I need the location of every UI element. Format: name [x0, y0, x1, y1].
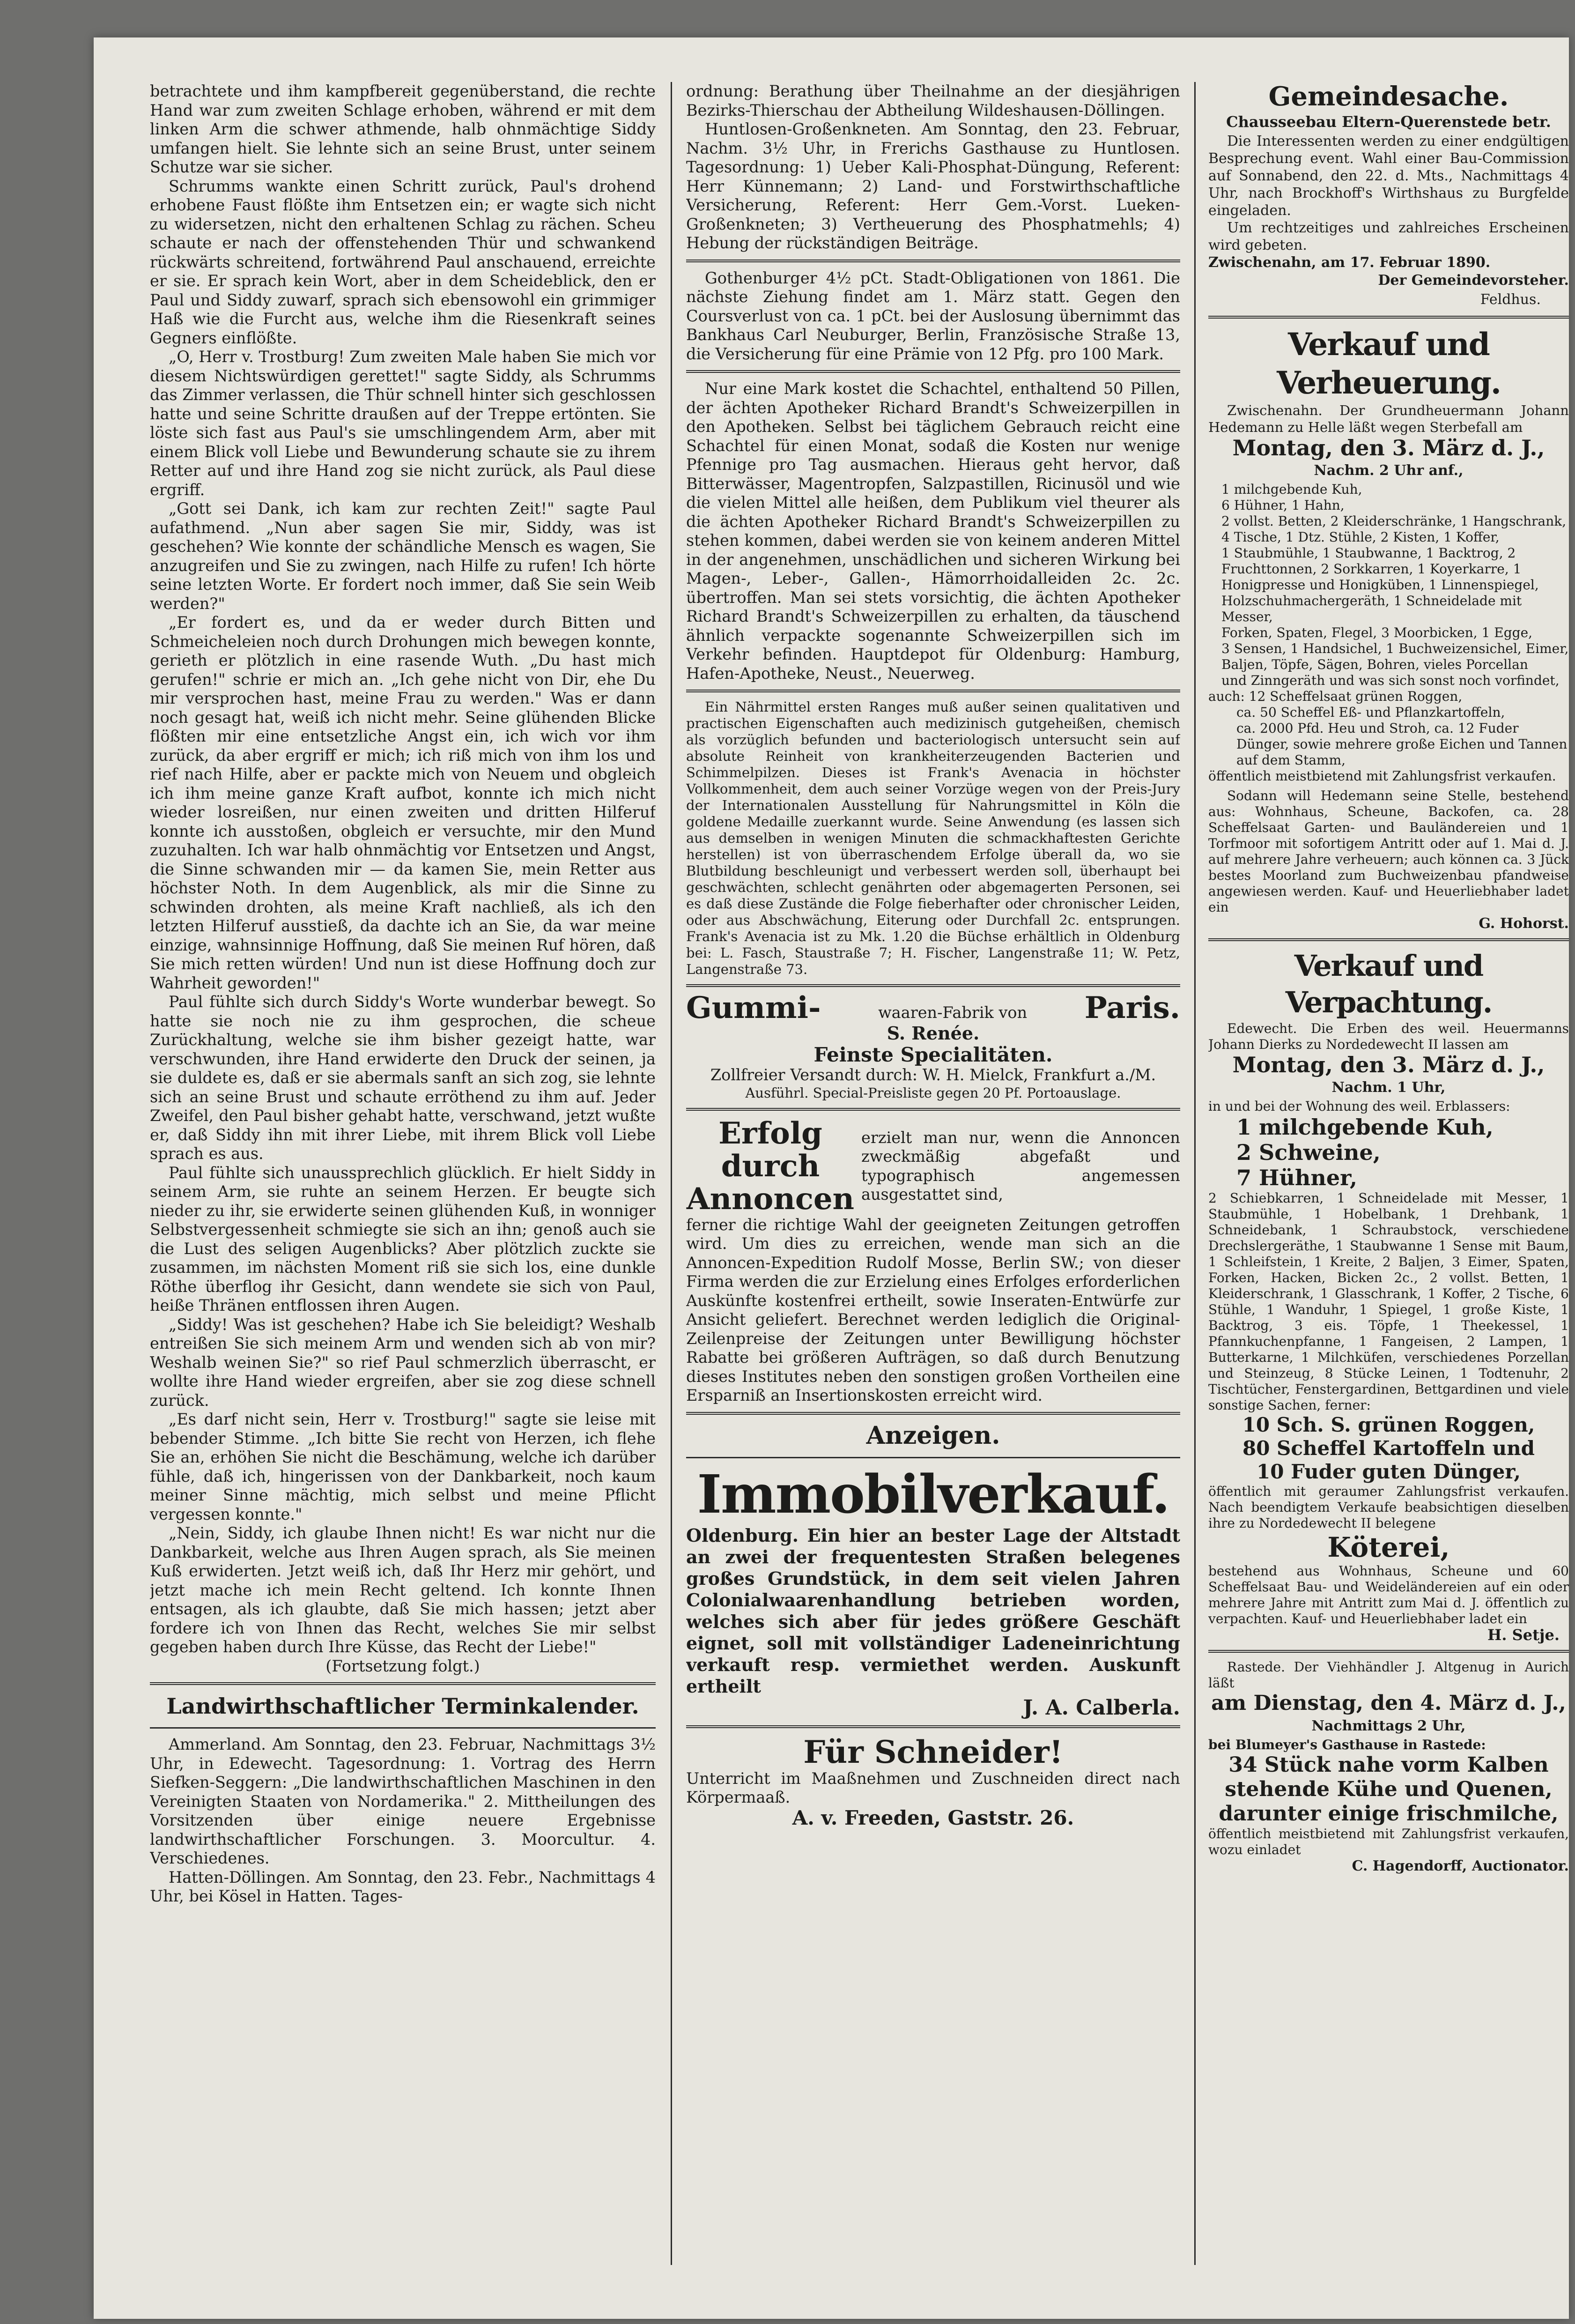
divider: [686, 1725, 1180, 1728]
calendar-entry: Ammerland. Am Sonntag, den 23. Februar, Nachmittags 3½ Uhr, in Edewecht. Tagesordnung: 1. Vortrag des Herrn Siefken-Seggern: „Die landwirthschaftlichen Maschinen in den Vereinigten Staaten von Nordamerika." 2. Mittheilungen des Vorsitzenden über einige neuere Ergebnisse landwirthschaftlicher Forschungen. 3. Moorcultur. 4. Verschiedenes.: [150, 1735, 656, 1867]
rastede-date: am Dienstag, den 4. März d. J.,: [1211, 1691, 1566, 1715]
verheuerung-stelle: Sodann will Hedemann seine Stelle, bestehend aus: Wohnhaus, Scheune, Backofen, ca. 28 Scheffelsaat Garten- und Bauländereien und 1 Torfmoor mit sofortigem Antritt oder auf 1. Mai d. J. auf mehrere Jahre verheuern; auch können ca. 3 Jück bestes Moorland zum Buchweizenbau pfandweise angewiesen werden. Kauf- und Heuerliebhaber ladet ein: [1208, 788, 1569, 915]
verheuerung-intro: Zwischenahn. Der Grundheuermann Johann Hedemann zu Helle läßt wegen Sterbefall am: [1208, 402, 1569, 435]
column-1: [150, 82, 656, 2270]
gemeindesache-subject: Chausseebau Eltern-Querenstede betr.: [1226, 113, 1551, 131]
rastede-location: bei Blumeyer's Gasthause in Rastede:: [1208, 1737, 1486, 1752]
verheuerung-list: [1208, 482, 1569, 689]
list-item: Baljen, Töpfe, Sägen, Bohren, vieles Porcellan: [1221, 657, 1528, 672]
gummi-specialities: Feinste Specialitäten.: [813, 1043, 1053, 1066]
story-paragraph: Paul fühlte sich durch Siddy's Worte wunderbar bewegt. So hatte sie noch nie zu ihm gesprochen, die scheue Zurückhaltung, welche sie ihm bisher gezeigt hatte, war verschwunden, ihre Hand erwiderte den Druck der seinen, ja sie duldete es, daß er sie abermals sanft an sich zog, sie lehnte sich an seine Brust und schaute erröthend zu ihm auf. Jeder Zweifel, den Paul bisher gehabt hatte, verschwand, jetzt wußte er, daß Siddy ihn mit ihrer Liebe, mit ihrem Blick voll Liebe sprach es aus.: [150, 993, 656, 1163]
calendar-entry-continued: ordnung: Berathung über Theilnahme an der diesjährigen Bezirks-Thierschau der Abtheilung Wildeshausen-Döllingen.: [686, 82, 1180, 119]
erfolg-intro: erzielt man nur, wenn die Annoncen zweckmäßig abgefaßt und typographisch angemessen ausgestattet sind,: [861, 1128, 1180, 1203]
gummi-firm: S. Renée.: [887, 1023, 980, 1044]
divider: [686, 1108, 1180, 1111]
rastede-time: Nachmittags 2 Uhr,: [1311, 1718, 1466, 1734]
gummi-dispatch: Zollfreier Versandt durch: W. H. Mielck, Frankfurt a./M.: [710, 1066, 1156, 1084]
divider: [686, 1457, 1180, 1458]
list-item: 1 Staubmühle, 1 Staubwanne, 1 Backtrog, 2: [1221, 545, 1516, 561]
verheuerung-time: Nachm. 2 Uhr anf.,: [1314, 462, 1464, 479]
list-item: Forken, Spaten, Flegel, 3 Moorbicken, 1 Egge,: [1221, 625, 1533, 640]
rastede-intro: Rastede. Der Viehhändler J. Altgenug in Aurich läßt: [1208, 1659, 1569, 1691]
verpachtung-koeterei: Köterei,: [1327, 1531, 1450, 1563]
gothenburg-notice: Gothenburger 4½ pCt. Stadt-Obligationen von 1861. Die nächste Ziehung findet am 1. März statt. Gegen den Coursverlust von ca. 1 pCt. bei der Auslosung übernimmt das Bankhaus Carl Neuburger, Berlin, Französische Straße 13, die Versicherung für eine Prämie von 12 Pfg. pro 100 Mark.: [686, 268, 1180, 363]
story-paragraph: „Gott sei Dank, ich kam zur rechten Zeit!" sagte Paul aufathmend. „Nun aber sagen Sie mir, Siddy, was ist geschehen? Wie konnte der schändliche Mensch es wagen, Sie anzugreifen und Sie zu zwingen, nach Hilfe zu rufen! Ich hörte seine letzten Worte. Er fordert noch immer, daß Sie sein Weib werden?": [150, 499, 656, 613]
calendar-title: Landwirthschaftlicher Terminkalender.: [166, 1693, 639, 1719]
verheuerung-also: auch: 12 Scheffelsaat grünen Roggen,: [1208, 689, 1463, 704]
list-item: ca. 50 Scheffel Eß- und Pflanzkartoffeln,: [1236, 705, 1505, 720]
column-2: [686, 82, 1180, 2270]
verpachtung-item-rye: 10 Sch. S. grünen Roggen,: [1242, 1413, 1535, 1436]
verheuerung-signature: G. Hohorst.: [1479, 915, 1569, 932]
list-item: Dünger, sowie mehrere große Eichen und Tannen: [1236, 736, 1568, 752]
gemeindesache-date: Zwischenahn, am 17. Februar 1890.: [1208, 254, 1491, 271]
list-item: 4 Tische, 1 Dtz. Stühle, 2 Kisten, 1 Koffer,: [1221, 529, 1500, 545]
story-paragraph: „Er fordert es, und da er weder durch Bitten und Schmeicheleien noch durch Drohungen mich bewegen konnte, gerieth er plötzlich in eine rasende Wuth. „Du hast mich gerufen!" schrie er mich an. „Ich gehe nicht von Dir, ehe Du mir versprochen hast, meine Frau zu werden." Was er dann noch gesagt hat, weiß ich nicht mehr. Seine glühenden Blicke flößten mir eine entsetzliche Angst ein, ich wich vor ihm zurück, da aber ergriff er mich; ich riß mich von ihm los und rief nach Hilfe, aber er packte mich von Neuem und obgleich ich ihm meine ganze Kraft aufbot, konnte ich mich nicht wieder losreißen, nur einen zweiten und dritten Hilferuf konnte ich ausstoßen, obgleich er versuchte, mir den Mund zuzuhalten. Ich war halb ohnmächtig vor Entsetzen und Angst, die Sinne schwanden mir — da kamen Sie, mein Retter aus höchster Noth. In dem Augenblick, als mir die Sinne zu schwinden drohten, als meine Kraft nachließ, als ich den letzten Hilferuf ausstieß, da dachte ich an Sie, da war meine einzige, wahnsinnige Hoffnung, daß Sie meinen Ruf hören, daß Sie mich retten würden! Und nun ist diese Hoffnung doch zur Wahrheit geworden!": [150, 613, 656, 992]
immobilverkauf-text: Oldenburg. Ein hier an bester Lage der Altstadt an zwei der frequentesten Straßen belegenes großes Grundstück, in dem seit vielen Jahren Colonialwaarenhandlung betrieben worden, welches sich aber für jedes größere Geschäft eignet, soll mit vollständiger Ladeneinrichtung verkauft resp. vermiethet werden. Auskunft ertheilt: [686, 1524, 1180, 1697]
list-item: Honigpresse und Honigküben, 1 Linnenspiegel,: [1221, 577, 1539, 593]
verpachtung-item-manure: 10 Fuder guten Dünger,: [1257, 1460, 1521, 1483]
verheuerung-heading: Verkauf und Verheuerung.: [1277, 326, 1501, 401]
verpachtung-time: Nachm. 1 Uhr,: [1331, 1079, 1446, 1096]
verpachtung-item-potatoes: 80 Scheffel Kartoffeln und: [1242, 1437, 1535, 1460]
gemeindesache-text: Um rechtzeitiges und zahlreiches Erscheinen wird gebeten.: [1208, 220, 1569, 253]
verpachtung-item-pigs: 2 Schweine,: [1236, 1140, 1381, 1165]
verpachtung-koeterei-text: bestehend aus Wohnhaus, Scheune und 60 Scheffelsaat Bau- und Weideländereien auf ein oder mehrere Jahre mit Antritt zum Mai d. J. öffentlich zu verpachten. Kauf- und Heuerliebhaber ladet ein: [1208, 1563, 1569, 1626]
anzeigen-heading: Anzeigen.: [866, 1421, 1000, 1450]
story-paragraph: „Nein, Siddy, ich glaube Ihnen nicht! Es war nicht nur die Dankbarkeit, welche aus Ihren Augen sprach, als Sie meinen Kuß erwiderten. Jetzt weiß ich, daß Ihr Herz mir gehört, und jetzt mache ich mein Recht geltend. Ich konnte Ihnen entsagen, als ich glaubte, daß Sie mich hassen; jetzt aber fordere ich von Ihnen das Recht, welches Sie mir selbst gegeben haben durch Ihre Küsse, das Recht der Liebe!": [150, 1524, 656, 1656]
gemeindesache-name: Feldhus.: [1480, 291, 1541, 308]
list-item: Holzschuhmachergeräth, 1 Schneidelade mit Messer,: [1221, 593, 1522, 624]
divider: [686, 370, 1180, 373]
verheuerung-terms: öffentlich meistbietend mit Zahlungsfrist verkaufen.: [1208, 768, 1556, 784]
story-paragraph: Schrumms wankte einen Schritt zurück, Paul's drohend erhobene Faust flößte ihm Entsetzen ein; er wagte sich nicht zu widersetzen, nicht den erhaltenen Schlag zu rächen. Scheu schaute er nach der offenstehenden Thür und schwankend rückwärts schreitend, fortwährend Paul anschauend, erreichte er sie. Er sprach kein Wort, aber in dem Scheideblick, den er Paul und Siddy zuwarf, sprach sich ebensowohl ein grimmiger Haß wie die Furcht aus, welche ihm die Riesenkraft seines Gegners einflößte.: [150, 177, 656, 347]
verpachtung-heading: Verkauf und Verpachtung.: [1285, 949, 1492, 1019]
schneider-signature: A. v. Freeden, Gaststr. 26.: [792, 1806, 1074, 1829]
story-paragraph: „O, Herr v. Trostburg! Zum zweiten Male haben Sie mich vor diesem Nichtswürdigen gerettet!" sagte Siddy, als Schrumms das Zimmer verlassen, die Thür schnell hinter sich geschlossen hatte und seine Schritte draußen auf der Treppe ertönten. Sie löste sich fast aus Paul's sie umschlingendem Arm, aber mit einem Blick voll Liebe und Bewunderung schaute sie zu ihrem Retter auf und ihre Hand zog sie nicht zurück, als Paul diese ergriff.: [150, 348, 656, 499]
divider: [150, 1727, 656, 1729]
schneider-ad: [686, 1735, 1180, 1829]
divider: [686, 984, 1180, 987]
avenacia-ad: Ein Nährmittel ersten Ranges muß außer seinen qualitativen und practischen Eigenschaften auch medizinisch gutgeheißen, chemisch als vorzüglich befunden und bacteriologisch untersucht sein auf absolute Reinheit von krankheiterzeugenden Bacterien und Schimmelpilzen. Dieses ist Frank's Avenacia in höchster Vollkommenheit, dem auch seiner Vorzüge wegen von der Preis-Jury der Internationalen Ausstellung für Nahrungsmittel in Köln die goldene Medaille zuerkannt wurde. Seine Anwendung (es lassen sich aus demselben in wenigen Minuten die schmackhaftesten Gerichte herstellen) ist von überraschendem Erfolge überall da, wo sie Blutbildung beschleunigt und verbessert werden soll, überhaupt bei geschwächten, schlecht genährten oder abgemagerten Personen, sei es daß diese Zustände die Folge fieberhafter oder chronischer Leiden, oder aus Abschwächung, Eiterung oder Durchfall 2c. entsprungen. Frank's Avenacia ist zu Mk. 1.20 die Büchse erhältlich in Oldenburg bei: L. Fasch, Staustraße 7; H. Fischer, Langenstraße 11; W. Petz, Langenstraße 73.: [686, 699, 1180, 977]
verpachtung-date: Montag, den 3. März d. J.,: [1232, 1052, 1545, 1077]
rastede-ad: [1208, 1659, 1569, 1874]
verheuerung-ad: [1208, 325, 1569, 932]
story-paragraph: Paul fühlte sich unaussprechlich glücklich. Er hielt Siddy in seinem Arm, sie ruhte an seinem Herzen. Er beugte sich nieder zu ihr, sie erwiderte seinen glühenden Kuß, in wonniger Selbstvergessenheit schmiegte sie sich an ihn; genoß auch sie die Lust des seligen Augenblicks? Aber plötzlich zuckte sie zusammen, im nächsten Moment riß sie sich los, eine dunkle Röthe überflog ihr Gesicht, dann wendete sie sich von Paul, heiße Thränen entflossen ihren Augen.: [150, 1163, 656, 1314]
verpachtung-signature: H. Setje.: [1487, 1626, 1560, 1644]
list-item: 6 Hühner, 1 Hahn,: [1221, 497, 1345, 513]
calendar-entry: Hatten-Döllingen. Am Sonntag, den 23. Febr., Nachmittags 4 Uhr, bei Kösel in Hatten. Tages-: [150, 1868, 656, 1905]
list-item: auf dem Stamm,: [1236, 752, 1346, 768]
rastede-signature: C. Hagendorff, Auctionator.: [1352, 1858, 1569, 1874]
mosse-ad: [686, 1117, 1180, 1405]
list-item: Fruchttonnen, 2 Sorkkarren, 1 Koyerkarre, 1: [1221, 561, 1522, 577]
divider: [150, 1682, 656, 1685]
list-item: ca. 2000 Pfd. Heu und Stroh, ca. 12 Fuder: [1236, 720, 1519, 736]
verpachtung-ad: [1208, 948, 1569, 1643]
gemeindesache-notice: [1208, 82, 1569, 309]
calendar-entry: Huntlosen-Großenkneten. Am Sonntag, den 23. Februar, Nachm. 3½ Uhr, in Frerichs Gasthause zu Huntlosen. Tagesordnung: 1) Ueber Kali-Phosphat-Düngung, Referent: Herr Künnemann; 2) Land- und Forstwirthschaftliche Versicherung, Referent: Herr Gem.-Vorst. Lueken-Großenkneten; 3) Vertheuerung des Phosphatmehls; 4) Hebung der rückständigen Beiträge.: [686, 120, 1180, 252]
gemeindesache-text: Die Interessenten werden zu einer endgültigen Besprechung event. Wahl einer Bau-Commission auf Sonnabend, den 22. d. Mts., Nachmittags 4 Uhr, nach Brockhoff's Wirthshaus zu Burgfelde eingeladen.: [1208, 133, 1569, 219]
divider: [686, 1412, 1180, 1415]
newspaper-page: [94, 37, 1569, 2319]
list-item: und Zinngeräth und was sich sonst noch vorfindet,: [1221, 673, 1560, 688]
gemeindesache-heading: Gemeindesache.: [1268, 82, 1509, 112]
divider: [1208, 316, 1569, 319]
erfolg-body: ferner die richtige Wahl der geeigneten Zeitungen getroffen wird. Um dies zu erreichen, wende man sich an die Annoncen-Expedition Rudolf Mosse, Berlin SW.; von dieser Firma werden die zur Erzielung eines Erfolges erforderlichen Auskünfte kostenfrei ertheilt, sowie Inseraten-Entwürfe zur Ansicht geliefert. Berechnet werden lediglich die Original-Zeilenpreise der Zeitungen unter Bewilligung höchster Rabatte bei größeren Aufträgen, so daß durch Benutzung dieses Institutes neben den sonstigen großen Vortheilen eine Ersparniß an Insertionskosten erreicht wird.: [686, 1215, 1180, 1404]
column-rule: [671, 82, 672, 2265]
list-item: 2 vollst. Betten, 2 Kleiderschränke, 1 Hangschrank,: [1221, 513, 1567, 529]
verpachtung-item-cow: 1 milchgebende Kuh,: [1236, 1114, 1494, 1140]
column-3: [1208, 82, 1569, 2270]
list-item: 1 milchgebende Kuh,: [1221, 482, 1362, 497]
divider: [686, 690, 1180, 692]
gummi-ad: [686, 990, 1180, 1101]
rastede-terms: öffentlich meistbietend mit Zahlungsfrist verkaufen, wozu einladet: [1208, 1826, 1569, 1857]
story-paragraph: betrachtete und ihm kampfbereit gegenüberstand, die rechte Hand war zum zweiten Schlage erhoben, während er mit dem linken Arm die schwer athmende, halb ohnmächtige Siddy umfangen hielt. Sie lehnte sich an seine Brust, unter seinem Schutze war sie sicher.: [150, 82, 656, 176]
story-paragraph: „Siddy! Was ist geschehen? Habe ich Sie beleidigt? Weshalb entreißen Sie sich meinem Arm und wenden sich ab von mir? Weshalb weinen Sie?" so rief Paul schmerzlich überrascht, er wollte ihre Hand wieder ergreifen, aber sie zog diese schnell zurück.: [150, 1315, 656, 1410]
schweizerpillen-ad: Nur eine Mark kostet die Schachtel, enthaltend 50 Pillen, der ächten Apotheker Richard Brandt's Schweizerpillen in den Apotheken. Selbst bei täglichem Gebrauch reicht eine Schachtel für einen Monat, sodaß die Kosten nur wenige Pfennige pro Tag ausmachen. Hieraus geht hervor, daß Bitterwässer, Magentropfen, Salzpastillen, Ricinusöl und wie die vielen Mittel alle heißen, dem Publikum viel theurer als die ächten Apotheker Richard Brandt's Schweizerpillen zu stehen kommen, dabei werden sie von keinem anderen Mittel in der angenehmen, unschädlichen und sicheren Wirkung bei Magen-, Leber-, Gallen-, Hämorrhoidalleiden 2c. 2c. übertroffen. Man sei stets vorsichtig, die ächten Apotheker Richard Brandt's Schweizerpillen zu erhalten, da täuschend ähnlich verpackte sogenannte Schweizerpillen sich im Verkehr befinden. Hauptdepot für Oldenburg: Hamburg, Hafen-Apotheke, Neust., Neuerweg.: [686, 379, 1180, 683]
continuation-note: (Fortsetzung folgt.): [325, 1656, 480, 1675]
divider: [686, 260, 1180, 262]
divider: [1208, 938, 1569, 941]
rastede-cattle: 34 Stück nahe vorm Kalben stehende Kühe und Quenen, darunter einige frischmilche,: [1219, 1753, 1559, 1826]
verpachtung-item-chickens: 7 Hühner,: [1236, 1165, 1357, 1190]
gummi-city: Paris.: [1084, 990, 1180, 1025]
verpachtung-location: in und bei der Wohnung des weil. Erblassers:: [1208, 1099, 1510, 1114]
verpachtung-intro: Edewecht. Die Erben des weil. Heuermanns Johann Dierks zu Nordedewecht II lassen am: [1208, 1021, 1569, 1052]
verpachtung-terms: öffentlich mit geraumer Zahlungsfrist verkaufen. Nach beendigtem Verkaufe beabsichtigen dieselben ihre zu Nordedewecht II belegene: [1208, 1484, 1569, 1531]
gummi-pricelist: Ausführl. Special-Preisliste gegen 20 Pf. Portoauslage.: [745, 1084, 1121, 1101]
gummi-subtitle: waaren-Fabrik von: [878, 1003, 1028, 1022]
verheuerung-list2: [1208, 705, 1569, 768]
immobilverkauf-ad: [686, 1465, 1180, 1719]
verpachtung-items: 2 Schiebkarren, 1 Schneidelade mit Messer, 1 Staubmühle, 1 Hobelbank, 1 Drehbank, 1 Schneidebank, 1 Schraubstock, verschiedene Drechslergeräthe, 1 Staubwanne 1 Sense mit Baum, 1 Schleifstein, 1 Kreite, 2 Baljen, 3 Eimer, Spaten, Forken, Hacken, Bicken 2c., 2 vollst. Betten, 1 Kleiderschrank, 1 Glasschrank, 1 Koffer, 2 Tische, 6 Stühle, 1 Wanduhr, 1 Spiegel, 1 große Kiste, 1 Backtrog, 3 eis. Töpfe, 1 Theekessel, 1 Pfannkuchenpfanne, 1 Fangeisen, 2 Lampen, 1 Butterkarne, 1 Milchküfen, verschiedenes Porzellan und Steinzeug, 8 Stücke Leinen, 1 Todtenuhr, 2 Tischtücher, Fenstergardinen, Bettgardinen und viele sonstige Sachen, ferner:: [1208, 1190, 1569, 1413]
column-rule: [1194, 82, 1196, 2265]
erfolg-heading: Erfolg durch Annoncen: [686, 1115, 855, 1217]
gemeindesache-signature: Der Gemeindevorsteher.: [1378, 272, 1569, 289]
immobilverkauf-signature: J. A. Calberla.: [1023, 1695, 1180, 1720]
gummi-title: Gummi-: [686, 990, 821, 1025]
divider: [1208, 1650, 1569, 1653]
schneider-text: Unterricht im Maaßnehmen und Zuschneiden direct nach Körpermaaß.: [686, 1769, 1180, 1806]
verheuerung-date: Montag, den 3. März d. J.,: [1232, 435, 1545, 460]
list-item: 3 Sensen, 1 Handsichel, 1 Buchweizensichel, Eimer,: [1221, 641, 1569, 656]
serial-story: [150, 82, 656, 1676]
immobilverkauf-heading: Immobilverkauf.: [697, 1463, 1169, 1525]
story-paragraph: „Es darf nicht sein, Herr v. Trostburg!" sagte sie leise mit bebender Stimme. „Ich bitte Sie recht von Herzen, ich flehe Sie an, erhöhen Sie nicht die Beschämung, welche ich darüber fühle, daß ich, hingerissen von der Dankbarkeit, noch kaum meiner Sinne mächtig, mich selbst und meine Pflicht vergessen konnte.": [150, 1410, 656, 1523]
schneider-heading: Für Schneider!: [803, 1733, 1063, 1770]
